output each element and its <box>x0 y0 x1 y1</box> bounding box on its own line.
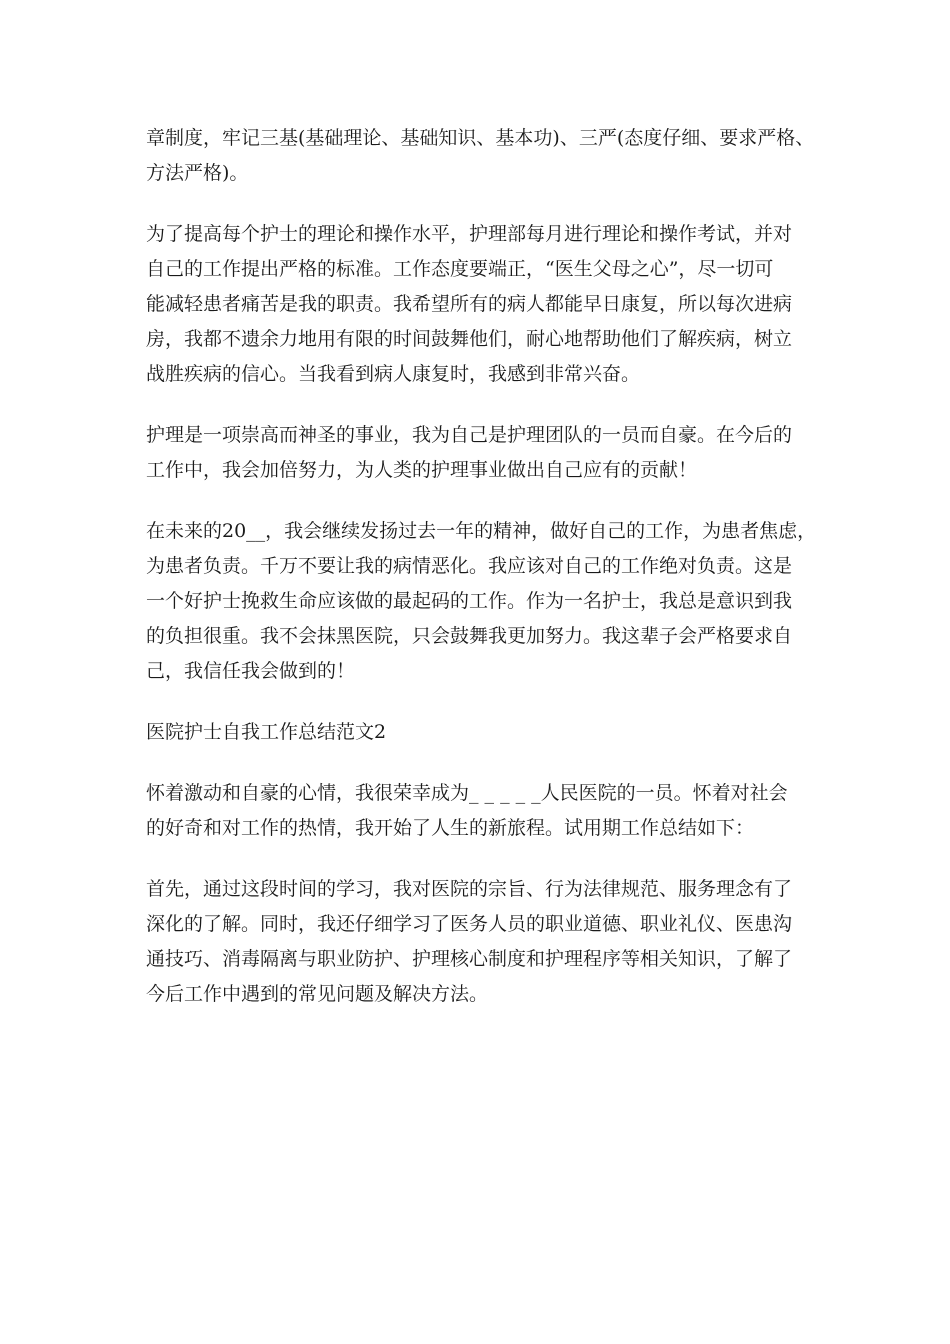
text-line: 一个好护士挽救生命应该做的最起码的工作。作为一名护士，我总是意识到我 <box>146 590 793 612</box>
text-line: 为了提高每个护士的理论和操作水平，护理部每月进行理论和操作考试，并对 <box>146 223 793 245</box>
text-line: 自己的工作提出严格的标准。工作态度要端正，“医生父母之心”，尽一切可 <box>146 258 774 280</box>
text-line: 通技巧、消毒隔离与职业防护、护理核心制度和护理程序等相关知识，了解了 <box>146 948 793 970</box>
paragraph <box>146 217 818 392</box>
text-line: 护理是一项崇高而神圣的事业，我为自己是护理团队的一员而自豪。在今后的 <box>146 424 793 446</box>
paragraph <box>146 418 818 488</box>
section-heading: 医院护士自我工作总结范文2 <box>146 721 387 743</box>
text-line: 工作中，我会加倍努力，为人类的护理事业做出自己应有的贡献！ <box>146 459 698 481</box>
text-line: 首先，通过这段时间的学习，我对医院的宗旨、行为法律规范、服务理念有了 <box>146 878 793 900</box>
text-line: 能减轻患者痛苦是我的职责。我希望所有的病人都能早日康复，所以每次进病 <box>146 293 793 315</box>
text-line: 战胜疾病的信心。当我看到病人康复时，我感到非常兴奋。 <box>146 363 641 385</box>
text-line: 的好奇和对工作的热情，我开始了人生的新旅程。试用期工作总结如下： <box>146 817 755 839</box>
paragraph <box>146 776 818 846</box>
paragraph <box>146 121 818 191</box>
document-body <box>146 121 818 1012</box>
text-line: 房，我都不遗余力地用有限的时间鼓舞他们，耐心地帮助他们了解疾病，树立 <box>146 328 793 350</box>
text-line: 今后工作中遇到的常见问题及解决方法。 <box>146 983 489 1005</box>
text-line: 的负担很重。我不会抹黑医院，只会鼓舞我更加努力。我这辈子会严格要求自 <box>146 625 793 647</box>
paragraph <box>146 872 818 1012</box>
text-line: 怀着激动和自豪的心情，我很荣幸成为_ _ _ _ _人民医院的一员。怀着对社会 <box>146 782 788 804</box>
text-line: 己，我信任我会做到的！ <box>146 660 356 682</box>
text-line: 为患者负责。千万不要让我的病情恶化。我应该对自己的工作绝对负责。这是 <box>146 555 793 577</box>
paragraph <box>146 514 818 689</box>
text-line: 在未来的20__，我会继续发扬过去一年的精神，做好自己的工作，为患者焦虑， <box>146 520 817 542</box>
text-line: 方法严格)。 <box>146 162 249 184</box>
text-line: 章制度，牢记三基(基础理论、基础知识、基本功)、三严(态度仔细、要求严格、 <box>146 127 815 149</box>
text-line: 深化的了解。同时，我还仔细学习了医务人员的职业道德、职业礼仪、医患沟 <box>146 913 793 935</box>
